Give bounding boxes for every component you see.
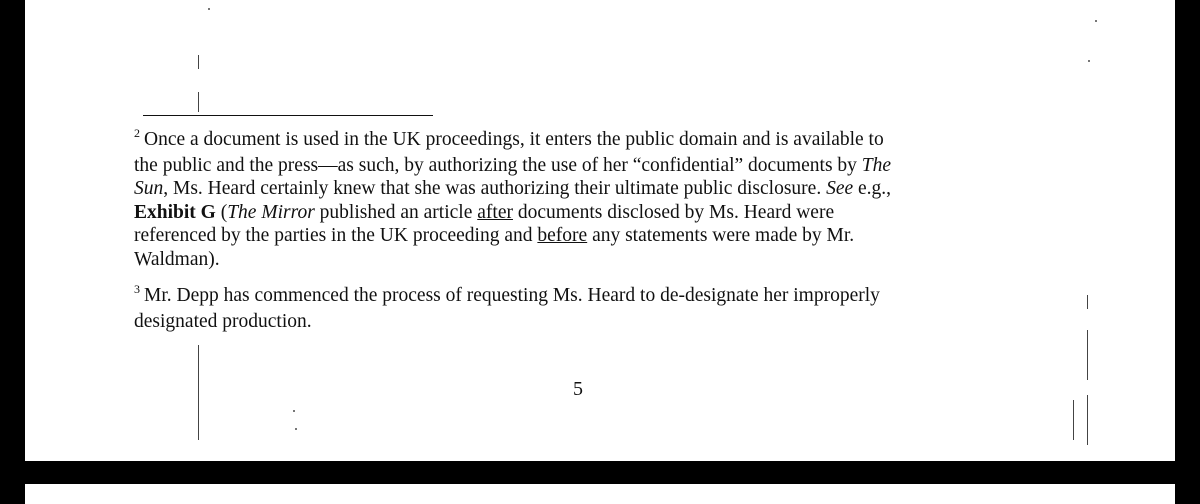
- scan-artifact-dot: [208, 8, 210, 10]
- footnote-3-line-1: $^3$ Mr. Depp has commenced the process of requesting Ms. Heard to de-designate her improperly: [134, 282, 880, 306]
- footnote-2-line-3: Sun, Ms. Heard certainly knew that she was authorizing their ultimate public disclosure. See e.g.,: [134, 178, 892, 199]
- exhibit-reference: Exhibit G: [134, 201, 216, 223]
- footnote-2-line-6: Waldman).: [134, 248, 220, 270]
- scan-artifact-dot: [1095, 20, 1097, 22]
- footnote-separator-rule: [143, 115, 433, 116]
- page-number: 5: [573, 378, 583, 400]
- footnote-3-number: 3: [134, 282, 140, 296]
- scan-artifact-dot: [1088, 60, 1090, 62]
- scan-artifact-dot: [293, 410, 295, 412]
- scan-artifact-mark: [198, 55, 199, 69]
- scan-artifact-mark: [1073, 400, 1074, 440]
- footnote-2-line-4: Exhibit G (The Mirror published an article after documents disclosed by Ms. Heard were: [134, 201, 835, 223]
- footnote-2-line-5: referenced by the parties in the UK proceeding and before any statements were made by Mr.: [134, 225, 855, 246]
- scan-artifact-mark: [1087, 295, 1088, 309]
- scan-artifact-dot: [295, 428, 297, 430]
- footnote-2: [134, 128, 1094, 271]
- scan-artifact-mark: [1087, 395, 1088, 445]
- scan-artifact-mark: [198, 345, 199, 440]
- footnote-2-line-1: $^2$ Once a document is used in the UK proceedings, it enters the public domain and is available to: [134, 126, 884, 150]
- scan-artifact-mark: [1087, 330, 1088, 380]
- footnote-2-number: 2: [134, 126, 140, 140]
- next-document-page: [25, 484, 1175, 504]
- footnote-3-line-2: designated production.: [134, 310, 312, 332]
- footnote-3: [134, 284, 1094, 333]
- scan-artifact-mark: [198, 92, 199, 112]
- footnote-2-line-2: the public and the press—as such, by authorizing the use of her “confidential” documents by The: [134, 154, 892, 176]
